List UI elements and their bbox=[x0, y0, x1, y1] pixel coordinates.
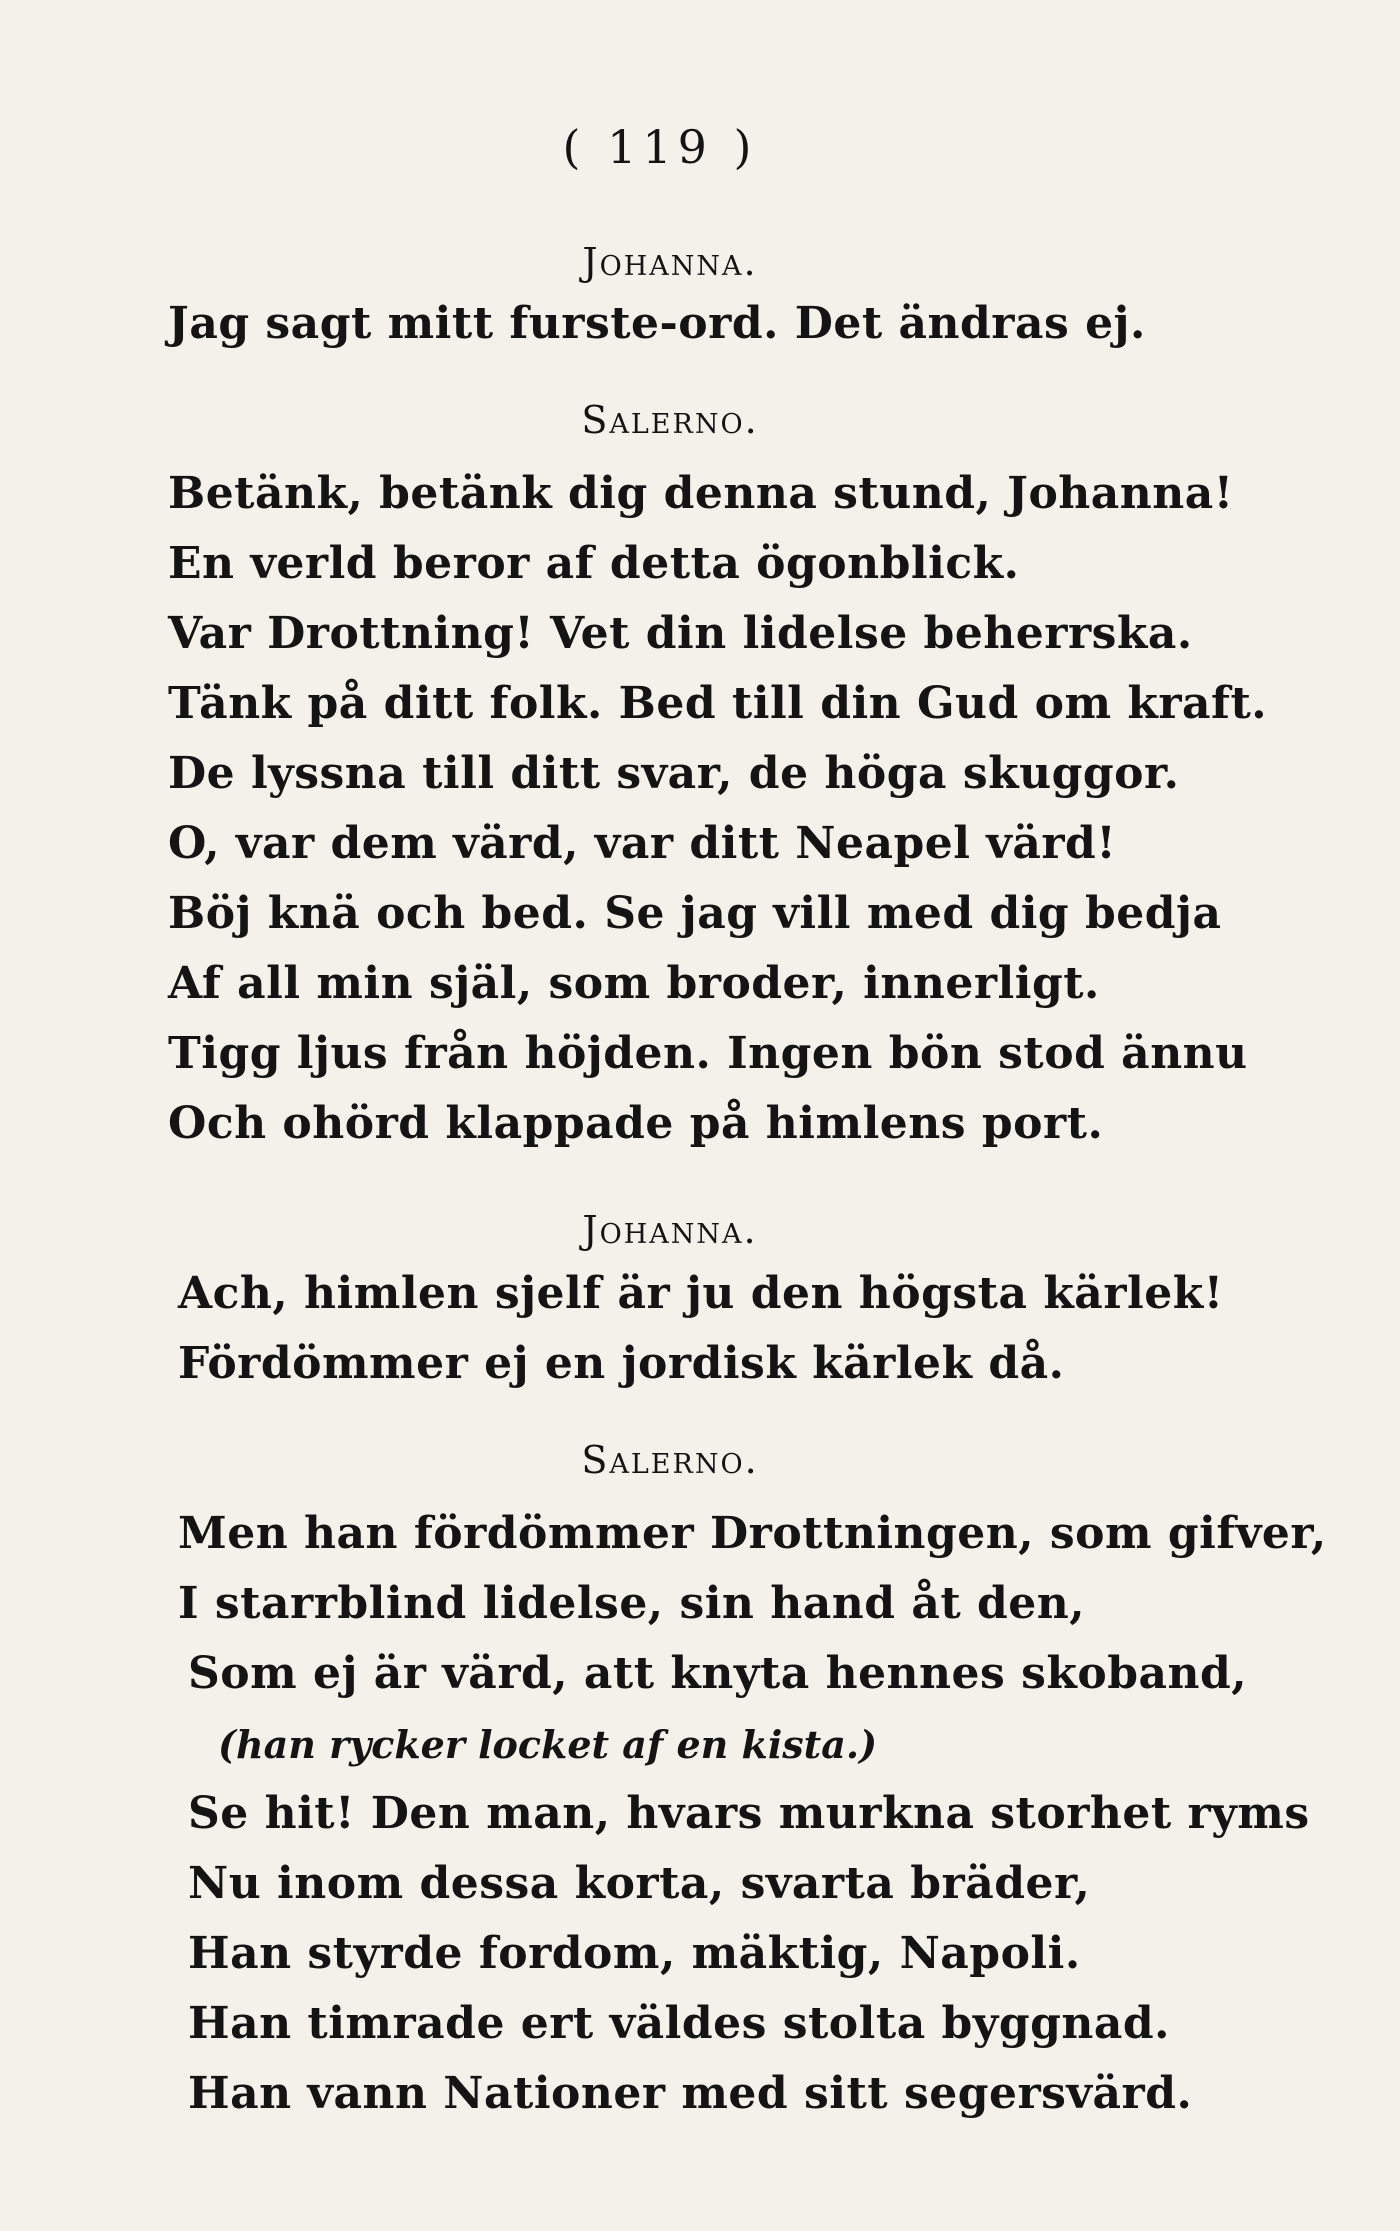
verse-line: Tigg ljus från höjden. Ingen bön stod ännu bbox=[168, 1028, 1248, 1079]
verse-line: Och ohörd klappade på himlens port. bbox=[168, 1098, 1104, 1149]
verse-line: Betänk, betänk dig denna stund, Johanna! bbox=[168, 468, 1234, 519]
speaker-name: Salerno. bbox=[581, 1438, 759, 1482]
stage-direction: (han rycker locket af en kista.) bbox=[218, 1722, 878, 1767]
verse-line: I starrblind lidelse, sin hand åt den, bbox=[178, 1578, 1086, 1629]
verse-line: Jag sagt mitt furste-ord. Det ändras ej. bbox=[168, 298, 1146, 349]
verse-line: Han styrde fordom, mäktig, Napoli. bbox=[188, 1928, 1081, 1979]
verse-line: Var Drottning! Vet din lidelse beherrska. bbox=[168, 608, 1193, 659]
verse-line: O, var dem värd, var ditt Neapel värd! bbox=[168, 818, 1117, 869]
page-number: ( 119 ) bbox=[562, 120, 758, 174]
speaker-name: Johanna. bbox=[582, 240, 758, 284]
verse-line: Ach, himlen sjelf är ju den högsta kärlek! bbox=[178, 1268, 1224, 1319]
verse-line: Tänk på ditt folk. Bed till din Gud om kraft. bbox=[168, 678, 1268, 729]
verse-line: En verld beror af detta ögonblick. bbox=[168, 538, 1020, 589]
verse-line: Han vann Nationer med sitt segersvärd. bbox=[188, 2068, 1193, 2119]
verse-line: Af all min själ, som broder, innerligt. bbox=[168, 958, 1100, 1009]
verse-line: Men han fördömmer Drottningen, som gifver, bbox=[178, 1508, 1327, 1559]
verse-line: De lyssna till ditt svar, de höga skuggor. bbox=[168, 748, 1180, 799]
speaker-name: Salerno. bbox=[581, 398, 759, 442]
verse-line: Som ej är värd, att knyta hennes skoband, bbox=[188, 1648, 1248, 1699]
verse-line: Böj knä och bed. Se jag vill med dig bedja bbox=[168, 888, 1222, 939]
verse-line: Nu inom dessa korta, svarta bräder, bbox=[188, 1858, 1091, 1909]
speaker-name: Johanna. bbox=[582, 1208, 758, 1252]
verse-line: Se hit! Den man, hvars murkna storhet ryms bbox=[188, 1788, 1310, 1839]
verse-line: Han timrade ert väldes stolta byggnad. bbox=[188, 1998, 1170, 2049]
verse-line: Fördömmer ej en jordisk kärlek då. bbox=[178, 1338, 1065, 1389]
